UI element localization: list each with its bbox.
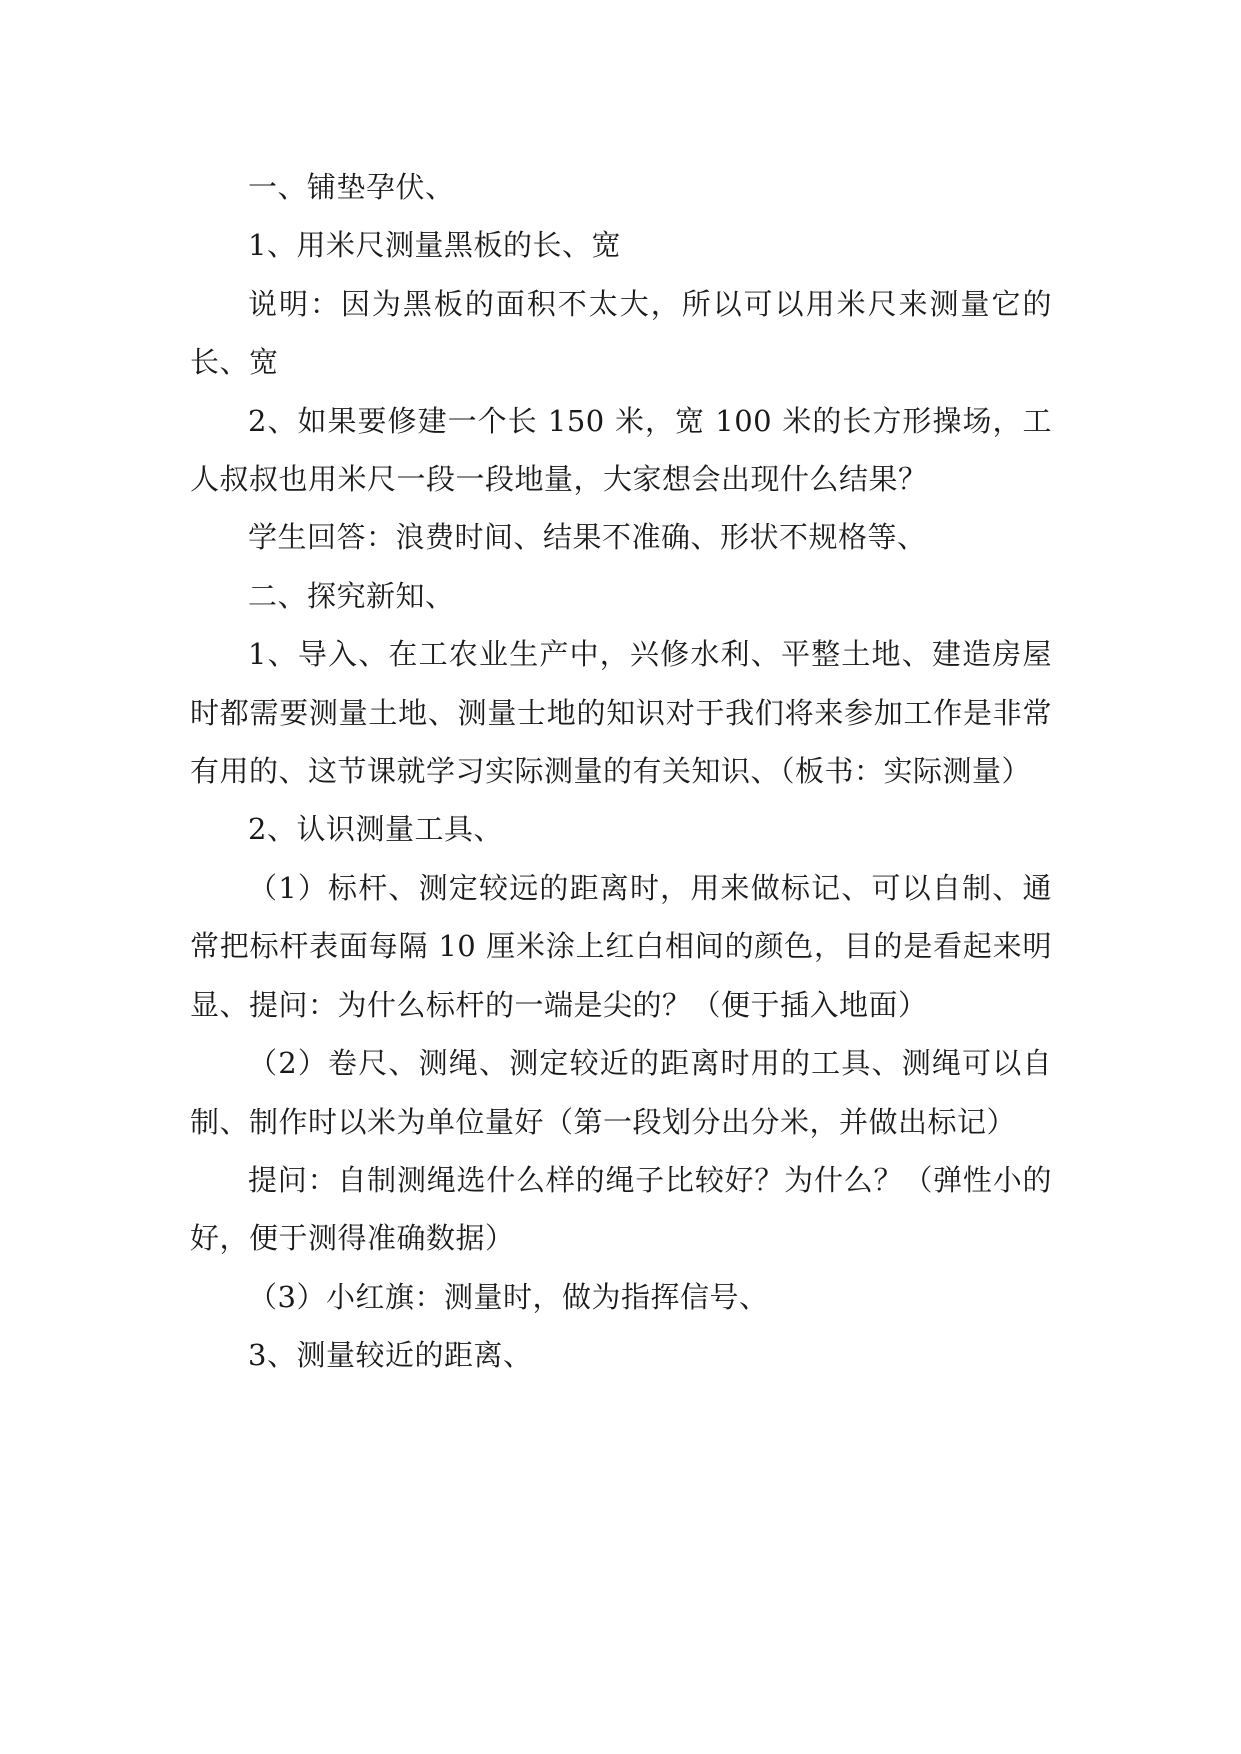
section-heading-preparation: 一、铺垫孕伏、 xyxy=(248,170,455,204)
paragraph-explanation: 说明：因为黑板的面积不太大，所以可以用米尺来测量它的长、宽 xyxy=(190,286,1052,380)
paragraph-tool-pole: （1）标杆、测定较远的距离时，用来做标记、可以自制、通常把标杆表面每隔 10 厘米涂上红白相间的颜色，目的是看起来明显、提问：为什么标杆的一端是尖的？（便于插入地面） xyxy=(190,870,1052,1022)
paragraph-item-1: 1、用米尺测量黑板的长、宽 xyxy=(248,228,621,263)
paragraph-item-2: 2、如果要修建一个长 150 米，宽 100 米的长方形操场，工人叔叔也用米尺一段一段地量，大家想会出现什么结果？ xyxy=(190,403,1052,497)
paragraph-tool-tape: （2）卷尺、测绳、测定较近的距离时用的工具、测绳可以自制、制作时以米为单位量好（第一段划分出分米，并做出标记） xyxy=(190,1046,1052,1139)
paragraph-item-3: 3、测量较近的距离、 xyxy=(248,1338,533,1373)
paragraph-introduction: 1、导入、在工农业生产中，兴修水利、平整土地、建造房屋时都需要测量土地、测量士地的知识对于我们将来参加工作是非常有用的、这节课就学习实际测量的有关知识、（板书：实际测量） xyxy=(190,637,1052,789)
section-heading-explore: 二、探究新知、 xyxy=(248,578,455,613)
paragraph-question-rope: 提问：自制测绳选什么样的绳子比较好？为什么？（弹性小的好，便于测得准确数据） xyxy=(190,1162,1052,1256)
paragraph-tools-heading: 2、认识测量工具、 xyxy=(248,812,503,847)
paragraph-tool-flag: （3）小红旗：测量时，做为指挥信号、 xyxy=(248,1279,769,1314)
paragraph-student-answer: 学生回答：浪费时间、结果不准确、形状不规格等、 xyxy=(248,520,927,555)
document-body xyxy=(190,158,1052,1385)
